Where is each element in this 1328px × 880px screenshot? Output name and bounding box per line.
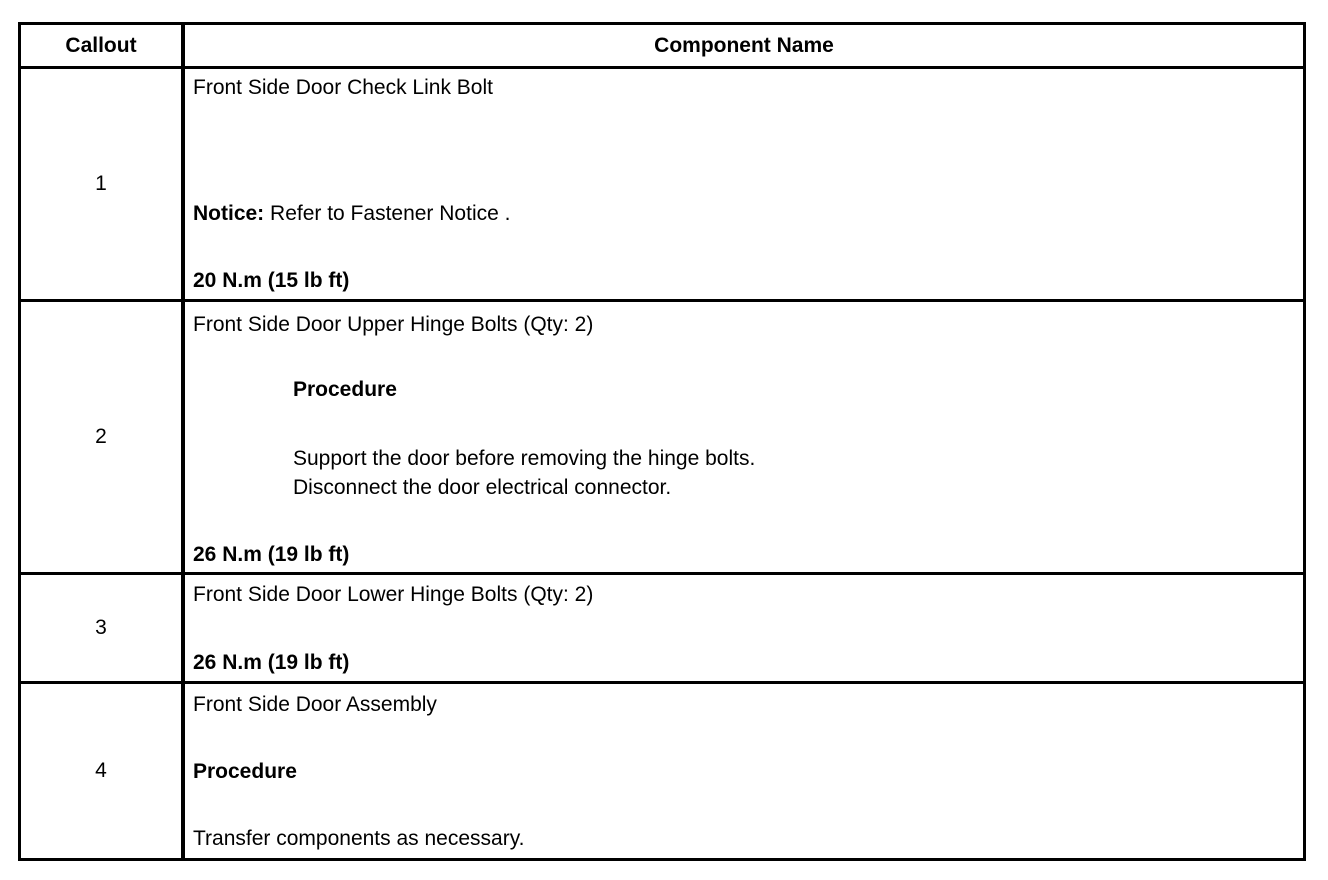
component-cell <box>185 302 1303 572</box>
table-header-row <box>21 25 1303 69</box>
callout-number: 1 <box>21 69 185 299</box>
component-cell <box>185 684 1303 858</box>
procedure-step: Support the door before removing the hinge bolts. <box>293 447 756 470</box>
callout-number: 4 <box>21 684 185 858</box>
table-row <box>21 684 1303 858</box>
table-row <box>21 69 1303 302</box>
notice-line <box>193 201 510 227</box>
notice-text: Refer to Fastener Notice . <box>264 202 511 225</box>
procedure-heading: Procedure <box>293 378 397 401</box>
procedure-heading: Procedure <box>193 760 297 783</box>
component-name: Front Side Door Upper Hinge Bolts (Qty: 2) <box>193 313 594 336</box>
component-name: Front Side Door Lower Hinge Bolts (Qty: 2) <box>193 583 594 606</box>
component-name: Front Side Door Assembly <box>193 693 437 716</box>
callout-number: 3 <box>21 575 185 681</box>
component-cell <box>185 69 1303 299</box>
component-table <box>18 22 1306 861</box>
procedure-step: Disconnect the door electrical connector. <box>293 476 672 499</box>
torque-spec: 26 N.m (19 lb ft) <box>193 651 350 674</box>
torque-spec: 20 N.m (15 lb ft) <box>193 269 350 292</box>
header-callout: Callout <box>21 25 185 66</box>
table-row <box>21 302 1303 575</box>
notice-label: Notice: <box>193 202 265 225</box>
header-component-name: Component Name <box>654 33 834 57</box>
callout-number: 2 <box>21 302 185 572</box>
procedure-step: Transfer components as necessary. <box>193 827 525 850</box>
component-cell <box>185 575 1303 681</box>
torque-spec: 26 N.m (19 lb ft) <box>193 543 350 566</box>
component-name: Front Side Door Check Link Bolt <box>193 76 493 99</box>
table-row <box>21 575 1303 684</box>
